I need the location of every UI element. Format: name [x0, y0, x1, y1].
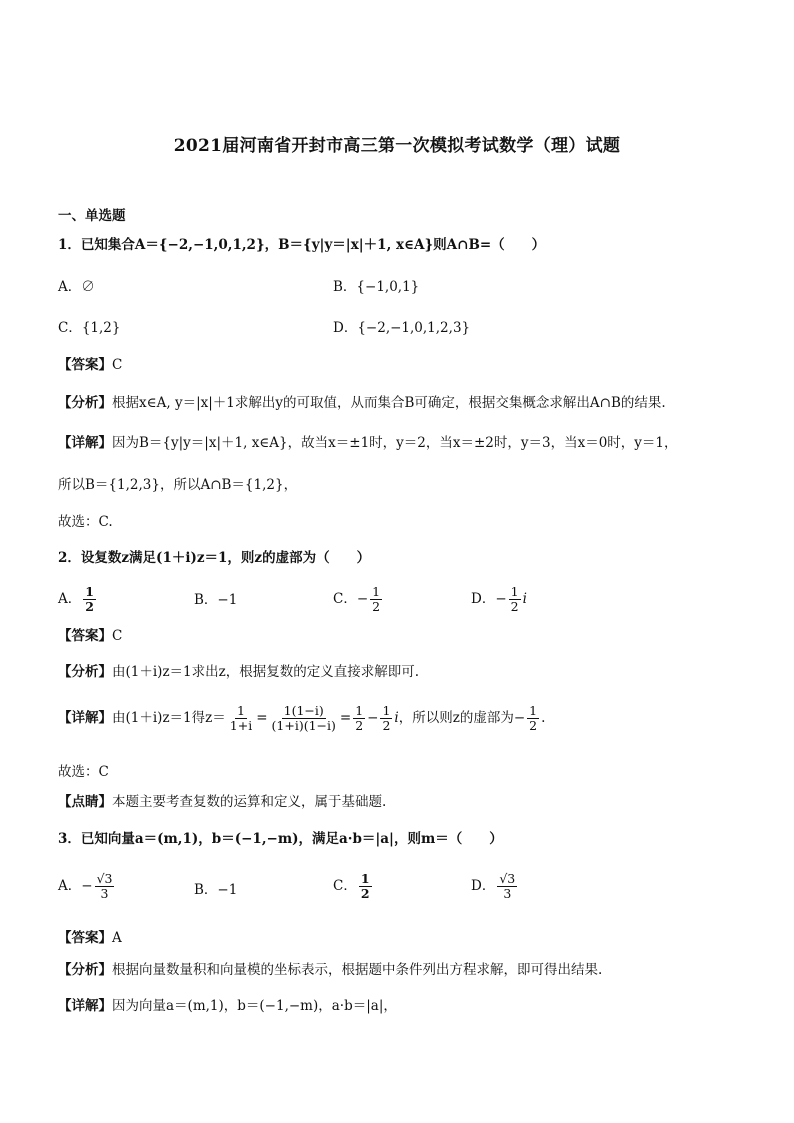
- q1-analysis: [58, 393, 666, 413]
- q3-option-c-label: C．: [333, 878, 357, 894]
- q1-option-a: A．∅: [58, 279, 95, 295]
- q1-answer: [58, 355, 122, 375]
- fraction: $\frac{√3}{3}$: [499, 871, 516, 901]
- detail-tag: 【详解】: [58, 998, 112, 1014]
- answer-tag: 【答案】: [58, 628, 112, 644]
- q3-answer: [58, 928, 122, 948]
- q1-detail: [58, 433, 678, 453]
- q3-option-d: [471, 872, 519, 901]
- q2-option-d-label: D．−: [471, 591, 507, 607]
- detail-tag: 【详解】: [58, 710, 112, 726]
- q2-option-b: B．−1: [194, 592, 238, 608]
- question-1-stem: 1．已知集合A＝{−2,−1,0,1,2}，B＝{y|y＝|x|＋1, x∈A}则A∩B=（ ）: [58, 237, 546, 253]
- section-heading: 一、单选题: [58, 208, 126, 224]
- q3-option-b: B．−1: [194, 882, 238, 898]
- q1-option-b: B．{−1,0,1}: [333, 279, 420, 295]
- q2-analysis: [58, 662, 419, 682]
- comment-tag: 【点睛】: [58, 794, 112, 810]
- q2-analysis-text: 由(1＋i)z＝1求出z，根据复数的定义直接求解即可.: [112, 664, 420, 680]
- q1-analysis-text: 根据x∈A, y＝|x|＋1求解出y的可取值，从而集合B可确定，根据交集概念求解出A∩B的结果.: [112, 395, 666, 411]
- fraction: $\frac{1}{2}$: [85, 584, 94, 614]
- q1-option-d: D．{−2,−1,0,1,2,3}: [333, 320, 471, 336]
- q1-detail-line-2: 所以B＝{1,2,3}，所以A∩B＝{1,2}，: [58, 477, 298, 493]
- q2-option-d: D．− $\frac{1}{2}$ i: [471, 584, 527, 614]
- q3-detail: [58, 996, 397, 1016]
- q2-detail-prefix: 由(1＋i)z＝1得z＝: [112, 710, 226, 726]
- answer-tag: 【答案】: [58, 930, 112, 946]
- page-title: 2021届河南省开封市高三第一次模拟考试数学（理）试题: [173, 136, 621, 156]
- q3-option-a-label: A．−: [58, 878, 93, 894]
- fraction: $\frac{1}{2}$: [372, 584, 381, 614]
- answer-tag: 【答案】: [58, 357, 112, 373]
- q2-option-c-label: C．−: [333, 591, 369, 607]
- analysis-tag: 【分析】: [58, 664, 112, 680]
- fraction: $\frac{√3}{3}$: [96, 871, 113, 901]
- q2-comment: [58, 792, 386, 812]
- analysis-tag: 【分析】: [58, 395, 112, 411]
- fraction: $\frac{1}{2}$: [382, 703, 391, 733]
- q3-option-d-label: D．: [471, 878, 496, 894]
- q2-answer-value: C: [112, 628, 123, 644]
- q3-analysis: [58, 960, 602, 980]
- fraction: $\frac{1(1-i)}{(1+i)(1-i)}$: [271, 703, 336, 733]
- q2-detail: 【详解】由(1＋i)z＝1得z＝ $\frac{1}{1+i}$ = $\frac{1(1-i)}{(1+i)(1-i)}$ = $\frac{1}{2}$ − $\frac{1}{2}$ i，所以则z的虚部为− $\frac{1}{2}$ .: [58, 703, 546, 733]
- fraction: $\frac{1}{2}$: [355, 703, 364, 733]
- detail-tag: 【详解】: [58, 435, 112, 451]
- q1-answer-value: C: [112, 357, 123, 373]
- q2-detail-suffix: ，所以则z的虚部为−: [398, 710, 526, 726]
- q3-detail-text: 因为向量a＝(m,1)，b＝(−1,−m)，a·b＝|a|，: [112, 998, 397, 1014]
- q3-option-a: [58, 872, 116, 901]
- q3-option-c: [333, 872, 374, 901]
- q2-option-a: [58, 585, 98, 614]
- fraction: $\frac{1}{1+i}$: [229, 703, 253, 733]
- q1-conclusion: 故选：C.: [58, 514, 113, 530]
- fraction: $\frac{1}{2}$: [360, 871, 370, 901]
- q2-conclusion: 故选：C: [58, 764, 109, 780]
- fraction: $\frac{1}{2}$: [529, 703, 538, 733]
- q3-analysis-text: 根据向量数量积和向量模的坐标表示，根据题中条件列出方程求解，即可得出结果.: [112, 962, 603, 978]
- q1-detail-text-1: 因为B＝{y|y＝|x|＋1, x∈A}，故当x＝±1时，y＝2，当x＝±2时，y＝3，当x＝0时，y＝1，: [112, 435, 678, 451]
- q2-option-a-label: A．: [58, 591, 82, 607]
- q2-answer: [58, 626, 122, 646]
- analysis-tag: 【分析】: [58, 962, 112, 978]
- question-3-stem: 3．已知向量a＝(m,1)，b＝(−1,−m)，满足a·b＝|a|，则m＝（ ）: [58, 831, 503, 847]
- q3-answer-value: A: [112, 930, 122, 946]
- fraction: $\frac{1}{2}$: [510, 584, 519, 614]
- q2-comment-text: 本题主要考查复数的运算和定义，属于基础题.: [112, 794, 387, 810]
- q2-option-c: [333, 585, 384, 614]
- question-2-stem: 2．设复数z满足(1＋i)z＝1，则z的虚部为（ ）: [58, 550, 371, 566]
- q1-option-c: C．{1,2}: [58, 320, 121, 336]
